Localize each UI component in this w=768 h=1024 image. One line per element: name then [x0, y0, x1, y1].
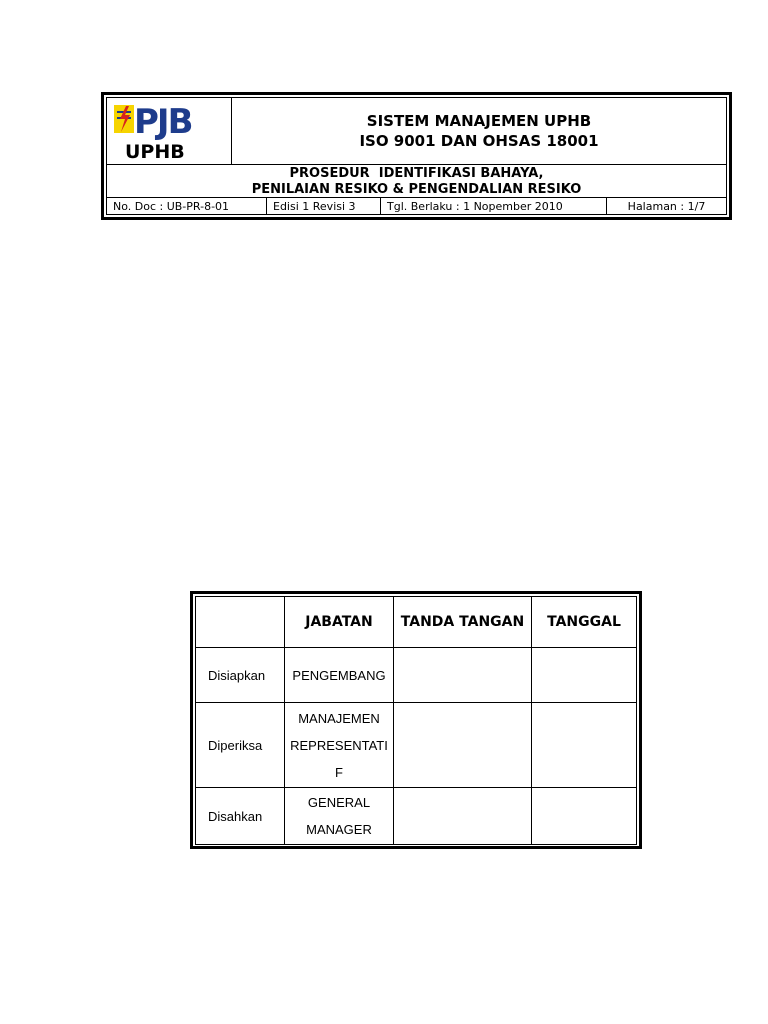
header-tanda-tangan: TANDA TANGAN [394, 597, 532, 648]
document-header-frame [106, 97, 727, 215]
role-label: Disiapkan [196, 648, 285, 703]
system-title-line-1: SISTEM MANAJEMEN UPHB [366, 112, 592, 130]
procedure-title [107, 164, 726, 198]
page-number: Halaman : 1/7 [627, 199, 706, 213]
pjb-logo [112, 102, 226, 162]
position-line: F [335, 764, 343, 780]
approval-table [190, 591, 642, 849]
document-header [101, 92, 732, 220]
position-line: REPRESENTATI [290, 737, 388, 753]
role-label: Diperiksa [196, 703, 285, 788]
position-cell [285, 703, 394, 788]
position-cell [285, 648, 394, 703]
logo-cell [107, 98, 232, 164]
pln-lightning-logo-icon [114, 105, 134, 133]
header-cell-blank [196, 597, 285, 648]
table-row [196, 703, 637, 788]
position-cell [285, 788, 394, 845]
signature-cell [394, 648, 532, 703]
edition-revision: Edisi 1 Revisi 3 [267, 198, 381, 214]
signature-cell [394, 788, 532, 845]
signature-cell [394, 703, 532, 788]
system-title [232, 98, 726, 164]
document-info-row [107, 197, 726, 214]
header-tanggal: TANGGAL [532, 597, 637, 648]
effective-date: Tgl. Berlaku : 1 Nopember 2010 [381, 198, 607, 214]
approval-grid [195, 596, 637, 845]
date-cell [532, 788, 637, 845]
date-cell [532, 648, 637, 703]
position-line: PENGEMBANG [292, 667, 386, 683]
position-line: MANAGER [306, 822, 372, 837]
header-row [196, 597, 637, 648]
table-row [196, 788, 637, 845]
system-title-line-2: ISO 9001 DAN OHSAS 18001 [359, 132, 599, 150]
table-row [196, 648, 637, 703]
procedure-title-line-1: PROSEDUR IDENTIFIKASI BAHAYA, [289, 165, 544, 181]
procedure-title-line-2: PENILAIAN RESIKO & PENGENDALIAN RESIKO [251, 181, 582, 197]
role-label: Disahkan [196, 788, 285, 845]
date-cell [532, 703, 637, 788]
svg-text:UPHB: UPHB [125, 141, 185, 162]
position-line: GENERAL [307, 795, 371, 810]
doc-number: No. Doc : UB-PR-8-01 [107, 198, 267, 214]
svg-text:PJB: PJB [134, 102, 192, 142]
position-line: MANAJEMEN [298, 710, 380, 726]
header-jabatan: JABATAN [285, 597, 394, 648]
